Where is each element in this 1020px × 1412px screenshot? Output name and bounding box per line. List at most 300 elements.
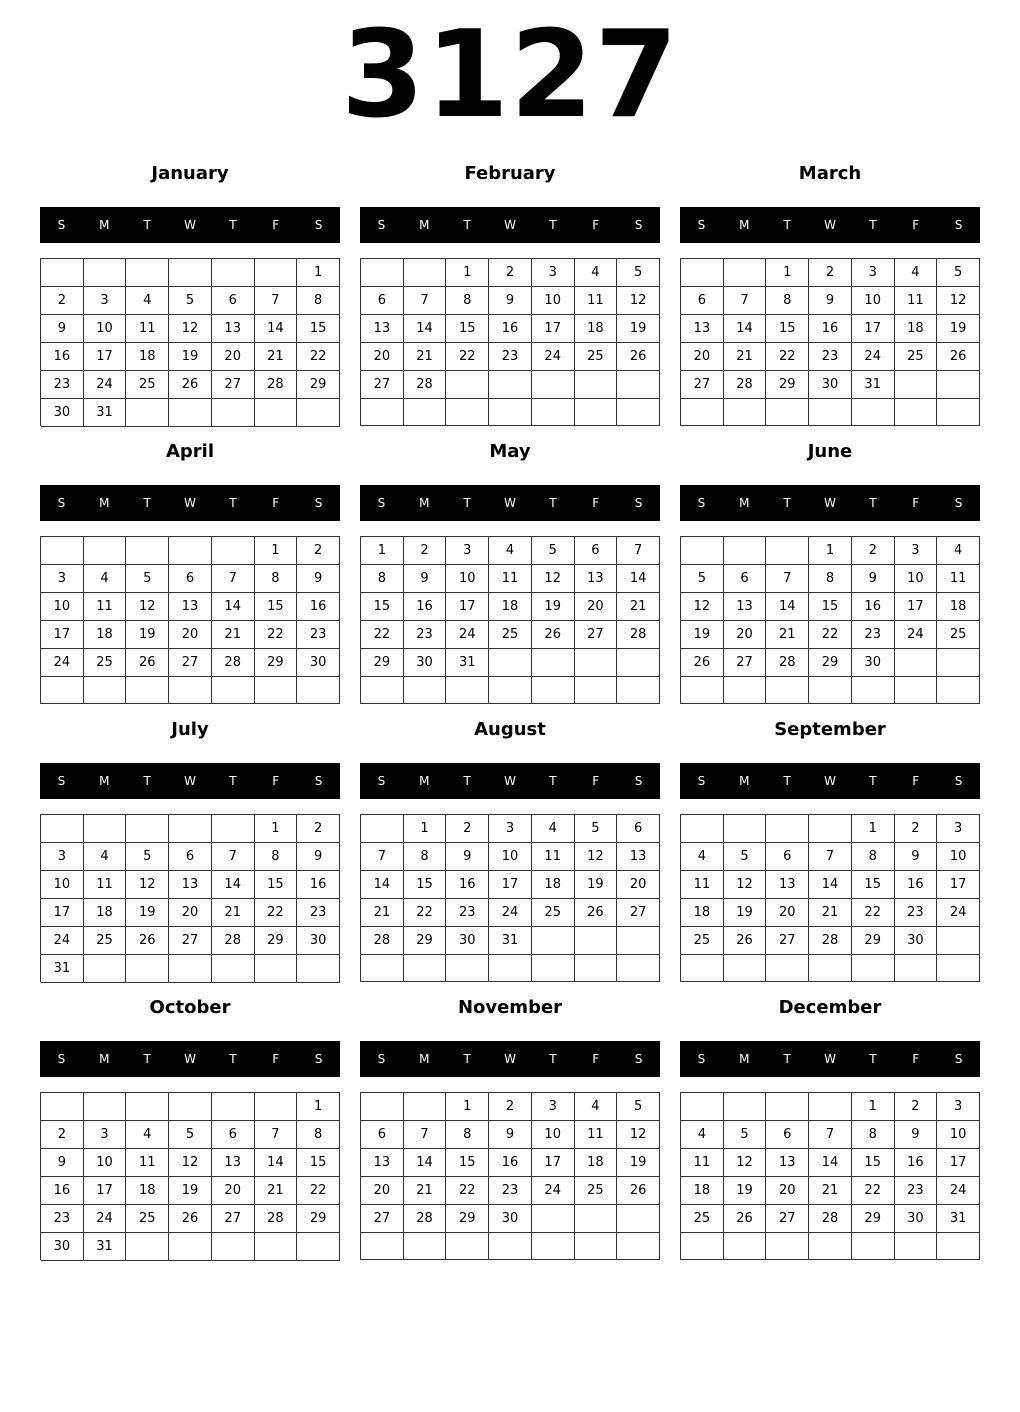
day-cell: 4 [681,843,724,871]
day-cell: 16 [852,593,895,621]
day-cell: 26 [617,343,660,371]
day-cell: 13 [212,315,255,343]
weekday-label: T [783,1052,791,1066]
weekday-header [360,1041,660,1077]
day-cell: 21 [809,1177,852,1205]
day-cell: 2 [852,537,895,565]
day-cell: 23 [297,899,340,927]
day-cell: 17 [489,871,532,899]
day-cell: 30 [297,649,340,677]
weekday-label: M [739,218,750,232]
empty-day-cell [575,927,618,955]
weekday-label: T [549,218,557,232]
empty-day-cell [766,1093,809,1121]
day-cell: 5 [724,1121,767,1149]
day-cell: 27 [724,649,767,677]
day-cell: 25 [575,1177,618,1205]
day-cell: 26 [126,927,169,955]
day-cell: 11 [532,843,575,871]
month-name: December [778,997,882,1018]
empty-day-cell [532,399,575,426]
weekday-label: S [697,774,706,788]
weekday-label: F [272,496,280,510]
day-cell: 7 [617,537,660,565]
day-cell: 21 [404,1177,447,1205]
day-cell: 29 [255,927,298,955]
day-cell: 16 [809,315,852,343]
day-cell: 11 [895,287,938,315]
empty-day-cell [169,399,212,427]
day-cell: 7 [404,287,447,315]
month-name: January [151,163,229,184]
empty-day-cell [212,815,255,843]
day-cell: 9 [404,565,447,593]
empty-day-cell [361,1093,404,1121]
day-cell: 8 [809,565,852,593]
empty-day-cell [126,399,169,427]
weekday-label: T [463,218,471,232]
day-cell: 4 [575,259,618,287]
month-name: November [457,997,563,1018]
weekday-label: F [912,774,920,788]
day-cell: 28 [212,927,255,955]
weekday-label: S [954,774,963,788]
weekday-label: F [592,218,600,232]
weekday-label: F [912,1052,920,1066]
day-cell: 7 [212,843,255,871]
day-cell: 22 [852,1177,895,1205]
day-cell: 15 [404,871,447,899]
day-cell: 23 [41,371,84,399]
weekday-label: T [143,1052,151,1066]
empty-day-cell [766,955,809,982]
weekday-label: S [377,1052,386,1066]
weekday-label: F [272,1052,280,1066]
weekday-label: T [549,774,557,788]
weekday-label: W [824,218,836,232]
day-cell: 2 [895,815,938,843]
day-cell: 22 [255,621,298,649]
day-cell: 1 [852,815,895,843]
day-cell: 19 [126,899,169,927]
empty-day-cell [41,677,84,704]
empty-day-cell [575,649,618,677]
day-cell: 21 [724,343,767,371]
day-cell: 22 [255,899,298,927]
days-grid [40,1092,340,1260]
empty-day-cell [724,815,767,843]
weekday-label: S [57,496,66,510]
month-name: April [165,441,215,462]
empty-day-cell [766,677,809,704]
weekday-label: F [912,218,920,232]
day-cell: 6 [724,565,767,593]
empty-day-cell [41,259,84,287]
days-grid [40,258,340,426]
empty-day-cell [575,1205,618,1233]
day-cell: 26 [169,1205,212,1233]
day-cell: 18 [126,343,169,371]
day-cell: 18 [575,315,618,343]
weekday-label: M [419,774,430,788]
day-cell: 24 [446,621,489,649]
weekday-header [40,485,340,521]
empty-day-cell [297,955,340,983]
day-cell: 31 [84,399,127,427]
day-cell: 3 [937,815,980,843]
day-cell: 27 [681,371,724,399]
empty-day-cell [532,677,575,704]
empty-day-cell [297,399,340,427]
day-cell: 27 [766,1205,809,1233]
day-cell: 30 [446,927,489,955]
empty-day-cell [681,1233,724,1260]
month-name: August [474,719,546,740]
day-cell: 29 [446,1205,489,1233]
day-cell: 1 [766,259,809,287]
day-cell: 24 [937,899,980,927]
day-cell: 27 [766,927,809,955]
day-cell: 25 [126,1205,169,1233]
day-cell: 6 [766,843,809,871]
day-cell: 27 [361,371,404,399]
empty-day-cell [937,955,980,982]
empty-day-cell [361,1233,404,1260]
day-cell: 30 [297,927,340,955]
empty-day-cell [41,815,84,843]
day-cell: 7 [212,565,255,593]
weekday-label: M [99,496,110,510]
empty-day-cell [255,955,298,983]
empty-day-cell [681,955,724,982]
day-cell: 12 [937,287,980,315]
day-cell: 24 [41,649,84,677]
day-cell: 5 [681,565,724,593]
empty-day-cell [489,955,532,982]
weekday-label: S [314,774,323,788]
weekday-label: S [634,496,643,510]
day-cell: 11 [489,565,532,593]
day-cell: 20 [724,621,767,649]
day-cell: 1 [404,815,447,843]
day-cell: 17 [895,593,938,621]
weekday-header [680,207,980,243]
day-cell: 6 [617,815,660,843]
empty-day-cell [404,955,447,982]
day-cell: 28 [212,649,255,677]
empty-day-cell [126,1093,169,1121]
month-name: September [774,719,886,740]
empty-day-cell [532,1205,575,1233]
day-cell: 5 [532,537,575,565]
day-cell: 16 [895,871,938,899]
empty-day-cell [532,1233,575,1260]
day-cell: 10 [84,315,127,343]
day-cell: 25 [681,927,724,955]
day-cell: 13 [361,1149,404,1177]
empty-day-cell [895,649,938,677]
day-cell: 24 [532,1177,575,1205]
day-cell: 31 [446,649,489,677]
day-cell: 24 [84,371,127,399]
day-cell: 10 [489,843,532,871]
empty-day-cell [766,399,809,426]
day-cell: 15 [809,593,852,621]
day-cell: 25 [84,927,127,955]
weekday-label: S [57,1052,66,1066]
empty-day-cell [489,677,532,704]
empty-day-cell [617,1233,660,1260]
day-cell: 10 [84,1149,127,1177]
empty-day-cell [212,537,255,565]
empty-day-cell [724,955,767,982]
empty-day-cell [532,955,575,982]
day-cell: 27 [169,927,212,955]
empty-day-cell [404,677,447,704]
day-cell: 14 [404,1149,447,1177]
empty-day-cell [212,399,255,427]
day-cell: 19 [126,621,169,649]
weekday-label: W [184,774,196,788]
empty-day-cell [617,399,660,426]
weekday-label: F [592,496,600,510]
day-cell: 16 [446,871,489,899]
weekday-label: T [463,774,471,788]
days-grid [40,536,340,704]
day-cell: 22 [446,1177,489,1205]
empty-day-cell [126,259,169,287]
day-cell: 31 [41,955,84,983]
empty-day-cell [446,955,489,982]
day-cell: 13 [212,1149,255,1177]
weekday-label: T [229,496,237,510]
days-grid [680,536,980,704]
day-cell: 7 [766,565,809,593]
weekday-label: M [99,774,110,788]
day-cell: 3 [446,537,489,565]
empty-day-cell [297,1233,340,1261]
empty-day-cell [255,1093,298,1121]
weekday-label: W [824,1052,836,1066]
weekday-label: M [739,496,750,510]
day-cell: 27 [575,621,618,649]
day-cell: 20 [361,1177,404,1205]
day-cell: 4 [895,259,938,287]
empty-day-cell [681,677,724,704]
day-cell: 30 [895,927,938,955]
day-cell: 23 [895,899,938,927]
day-cell: 3 [532,1093,575,1121]
day-cell: 16 [297,593,340,621]
day-cell: 4 [126,287,169,315]
day-cell: 15 [255,593,298,621]
weekday-header [40,207,340,243]
days-grid [680,1092,980,1260]
weekday-label: T [869,218,877,232]
day-cell: 1 [446,259,489,287]
day-cell: 22 [766,343,809,371]
day-cell: 6 [212,1121,255,1149]
day-cell: 19 [724,899,767,927]
day-cell: 5 [169,287,212,315]
weekday-label: T [143,496,151,510]
day-cell: 6 [169,843,212,871]
day-cell: 16 [489,315,532,343]
empty-day-cell [126,815,169,843]
weekday-header [680,485,980,521]
empty-day-cell [532,371,575,399]
day-cell: 7 [809,1121,852,1149]
day-cell: 9 [489,1121,532,1149]
day-cell: 13 [617,843,660,871]
day-cell: 5 [126,565,169,593]
empty-day-cell [404,1233,447,1260]
weekday-label: S [57,774,66,788]
day-cell: 11 [937,565,980,593]
day-cell: 18 [84,899,127,927]
empty-day-cell [404,259,447,287]
day-cell: 28 [809,927,852,955]
empty-day-cell [255,399,298,427]
day-cell: 10 [41,593,84,621]
day-cell: 12 [724,871,767,899]
day-cell: 8 [297,287,340,315]
day-cell: 24 [489,899,532,927]
day-cell: 7 [255,287,298,315]
day-cell: 29 [255,649,298,677]
day-cell: 12 [617,1121,660,1149]
day-cell: 3 [41,843,84,871]
month-name: June [807,441,853,462]
day-cell: 13 [169,593,212,621]
day-cell: 29 [766,371,809,399]
empty-day-cell [681,537,724,565]
day-cell: 20 [169,621,212,649]
empty-day-cell [255,677,298,704]
empty-day-cell [852,677,895,704]
empty-day-cell [617,927,660,955]
day-cell: 4 [937,537,980,565]
weekday-label: S [954,1052,963,1066]
day-cell: 2 [489,259,532,287]
empty-day-cell [446,677,489,704]
day-cell: 15 [255,871,298,899]
empty-day-cell [212,955,255,983]
weekday-label: F [592,1052,600,1066]
empty-day-cell [126,955,169,983]
day-cell: 3 [489,815,532,843]
day-cell: 29 [404,927,447,955]
day-cell: 17 [446,593,489,621]
day-cell: 3 [84,287,127,315]
weekday-label: S [954,218,963,232]
weekday-label: F [912,496,920,510]
empty-day-cell [361,399,404,426]
empty-day-cell [895,1233,938,1260]
day-cell: 23 [852,621,895,649]
empty-day-cell [126,677,169,704]
weekday-label: W [504,496,516,510]
day-cell: 8 [255,565,298,593]
day-cell: 31 [489,927,532,955]
day-cell: 28 [766,649,809,677]
day-cell: 4 [489,537,532,565]
day-cell: 3 [895,537,938,565]
day-cell: 9 [41,315,84,343]
day-cell: 9 [446,843,489,871]
month-name: July [171,719,209,740]
empty-day-cell [937,677,980,704]
weekday-header [360,763,660,799]
day-cell: 19 [724,1177,767,1205]
day-cell: 11 [681,871,724,899]
day-cell: 25 [895,343,938,371]
empty-day-cell [41,1093,84,1121]
month-name: February [464,163,556,184]
day-cell: 1 [809,537,852,565]
day-cell: 28 [617,621,660,649]
day-cell: 24 [41,927,84,955]
day-cell: 25 [126,371,169,399]
weekday-label: M [419,218,430,232]
empty-day-cell [532,927,575,955]
empty-day-cell [575,677,618,704]
day-cell: 5 [724,843,767,871]
day-cell: 19 [617,315,660,343]
day-cell: 17 [532,1149,575,1177]
day-cell: 5 [126,843,169,871]
day-cell: 16 [404,593,447,621]
day-cell: 4 [126,1121,169,1149]
day-cell: 30 [41,399,84,427]
day-cell: 3 [852,259,895,287]
day-cell: 9 [41,1149,84,1177]
empty-day-cell [895,399,938,426]
day-cell: 1 [446,1093,489,1121]
day-cell: 21 [212,621,255,649]
day-cell: 13 [766,1149,809,1177]
empty-day-cell [809,815,852,843]
day-cell: 21 [617,593,660,621]
empty-day-cell [361,677,404,704]
day-cell: 28 [809,1205,852,1233]
day-cell: 2 [809,259,852,287]
day-cell: 18 [681,1177,724,1205]
weekday-header [40,1041,340,1077]
empty-day-cell [724,677,767,704]
empty-day-cell [126,1233,169,1261]
day-cell: 22 [297,343,340,371]
day-cell: 14 [361,871,404,899]
empty-day-cell [84,815,127,843]
day-cell: 27 [212,1205,255,1233]
day-cell: 13 [724,593,767,621]
weekday-label: W [184,496,196,510]
day-cell: 8 [446,1121,489,1149]
day-cell: 10 [532,1121,575,1149]
day-cell: 1 [255,815,298,843]
weekday-label: T [869,1052,877,1066]
day-cell: 28 [255,371,298,399]
day-cell: 23 [489,343,532,371]
day-cell: 16 [297,871,340,899]
day-cell: 22 [809,621,852,649]
empty-day-cell [724,259,767,287]
day-cell: 11 [575,1121,618,1149]
day-cell: 13 [575,565,618,593]
weekday-label: W [504,774,516,788]
day-cell: 26 [724,1205,767,1233]
